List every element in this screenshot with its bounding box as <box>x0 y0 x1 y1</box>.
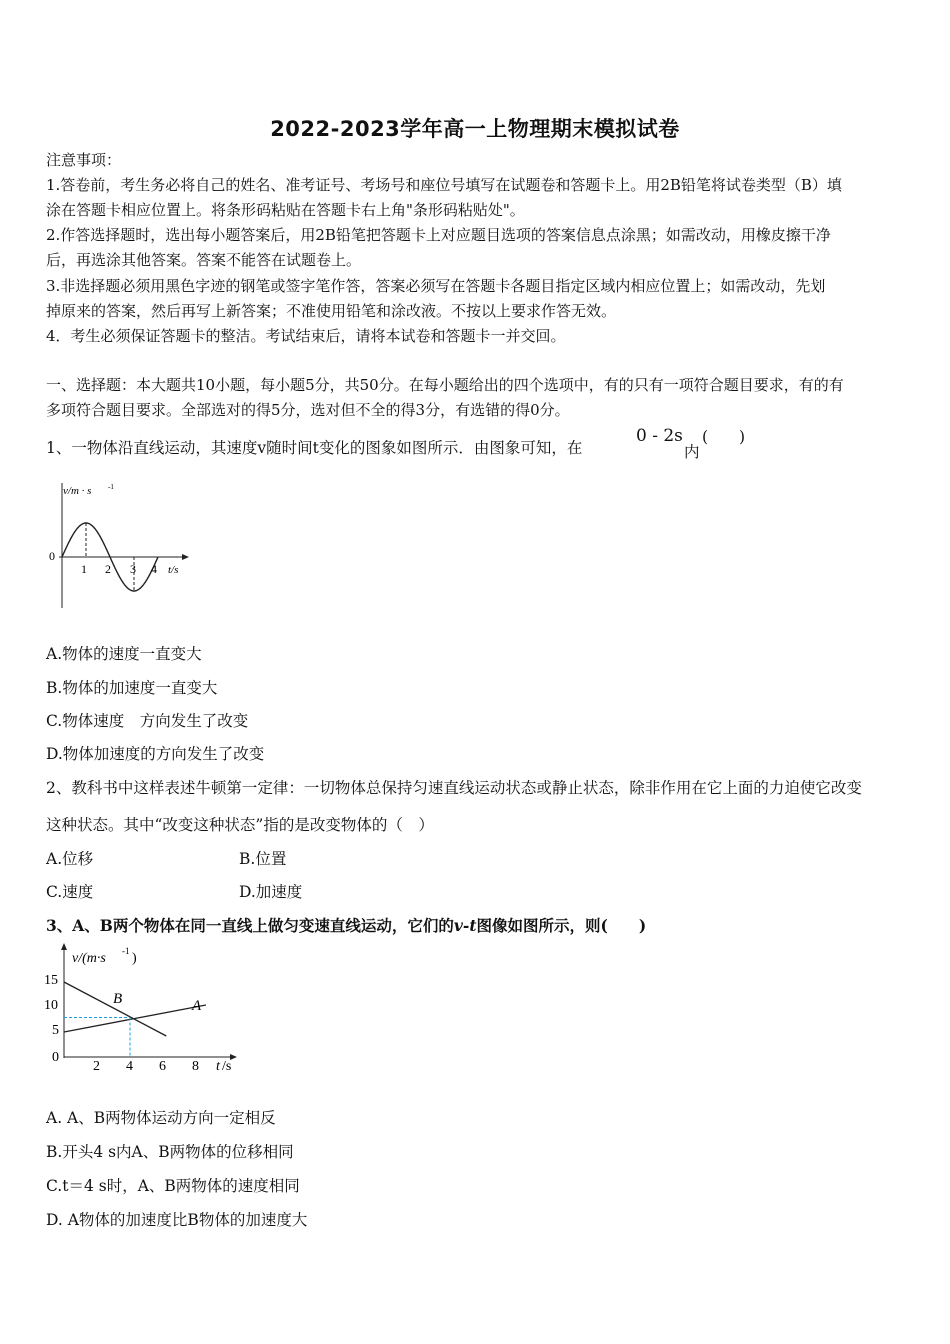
q3-ytick-15: 15 <box>44 973 58 988</box>
q1-option-d: D.物体加速度的方向发生了改变 <box>46 745 265 763</box>
q1-ylabel: v/m · s <box>63 485 92 497</box>
section-heading: 一、选择题：本大题共10小题，每小题5分，共50分。在每小题给出的四个选项中，有的只有一项符合题目要求，有的有 <box>46 376 844 394</box>
q3-stem <box>46 914 646 936</box>
q3-xtick-2: 2 <box>93 1059 100 1074</box>
q3-ytick-10: 10 <box>44 998 58 1013</box>
q1-paren: ( ) <box>702 428 746 446</box>
q3-vt-graph <box>40 940 245 1075</box>
q1-tick-1: 1 <box>81 562 87 576</box>
q1-tail: 内 <box>684 443 700 461</box>
notice-line: 掉原来的答案，然后再写上新答案；不准使用铅笔和涂改液。不按以上要求作答无效。 <box>46 302 617 320</box>
q1-option-c: C.物体速度 方向发生了改变 <box>46 712 249 730</box>
q3-xtick-4: 4 <box>126 1059 133 1074</box>
notice-line: 后，再选涂其他答案。答案不能答在试题卷上。 <box>46 251 362 269</box>
notice-line: 1.答卷前，考生务必将自己的姓名、准考证号、考场号和座位号填写在试题卷和答题卡上。用2B铅笔将试卷类型（B）填 <box>46 176 842 194</box>
q3-xlabel-t: t <box>216 1059 220 1074</box>
q3-ylabel-end: ) <box>132 951 137 966</box>
q3-option-a: A. A、B两物体运动方向一定相反 <box>46 1109 276 1127</box>
q3-option-c: C.t＝4 s时，A、B两物体的速度相同 <box>46 1177 300 1195</box>
q3-option-d: D. A物体的加速度比B物体的加速度大 <box>46 1211 308 1229</box>
q3-stem-a: 3、A、B两个物体在同一直线上做匀变速直线运动，它们的 <box>46 916 454 935</box>
notice-line: 4．考生必须保证答题卡的整洁。考试结束后，请将本试卷和答题卡一并交回。 <box>46 327 566 345</box>
q3-line-a <box>64 1005 206 1032</box>
notice-heading: 注意事项： <box>46 151 122 169</box>
q1-option-a: A.物体的速度一直变大 <box>46 645 202 663</box>
q1-tick-4: 4 <box>151 562 157 576</box>
q3-stem-b: 图像如图所示，则( ) <box>476 916 647 935</box>
q3-ytick-5: 5 <box>52 1023 59 1038</box>
q3-ytick-0: 0 <box>52 1050 59 1065</box>
q1-x-arrow <box>182 554 189 560</box>
q1-option-b: B.物体的加速度一直变大 <box>46 679 218 697</box>
q2-option-d: D.加速度 <box>239 883 303 901</box>
q1-math: 0 - 2s <box>636 426 683 446</box>
q3-ylabel-sup: -1 <box>122 946 130 956</box>
page-title: 2022-2023学年高一上物理期末模拟试卷 <box>270 117 680 141</box>
notice-line: 涂在答题卡相应位置上。将条形码粘贴在答题卡右上角"条形码粘贴处"。 <box>46 201 525 219</box>
q2-option-b: B.位置 <box>239 850 287 868</box>
q3-xtick-6: 6 <box>159 1059 166 1074</box>
q3-label-b: B <box>113 991 123 1007</box>
q3-ylabel <box>72 951 106 966</box>
q3-label-a: A <box>192 998 202 1014</box>
q3-stem-vt: v-t <box>453 916 477 935</box>
q2-option-a: A.位移 <box>46 850 94 868</box>
q3-xtick-8: 8 <box>192 1059 199 1074</box>
q2-option-c: C.速度 <box>46 883 94 901</box>
notice-line: 3.非选择题必须用黑色字迹的钢笔或签字笔作答，答案必须写在答题卡各题目指定区域内相应位置上；如需改动，先划 <box>46 277 826 295</box>
q3-y-arrow <box>61 943 67 950</box>
section-heading-cont: 多项符合题目要求。全部选对的得5分，选对但不全的得3分，有选错的得0分。 <box>46 401 570 419</box>
q1-ylabel-sup: -1 <box>108 483 114 491</box>
notice-line: 2.作答选择题时，选出每小题答案后，用2B铅笔把答题卡上对应题目选项的答案信息点涂黑；如需改动，用橡皮擦干净 <box>46 226 831 244</box>
q2-stem-cont: 这种状态。其中“改变这种状态”指的是改变物体的（ ） <box>46 816 434 834</box>
q3-option-b: B.开头4 s内A、B两物体的位移相同 <box>46 1143 294 1161</box>
q1-tick-2: 2 <box>105 562 111 576</box>
q3-ylabel-text: v/(m·s <box>72 951 106 966</box>
q1-vt-graph <box>44 478 194 613</box>
q1-origin: 0 <box>49 549 55 563</box>
q3-xlabel-unit: /s <box>222 1059 232 1074</box>
q1-stem-text: 1、一物体沿直线运动，其速度v随时间t变化的图象如图所示．由图象可知，在 <box>46 439 583 457</box>
q1-tick-3: 3 <box>130 562 136 576</box>
q1-xlabel: t/s <box>168 564 179 576</box>
q2-stem: 2、教科书中这样表述牛顿第一定律：一切物体总保持匀速直线运动状态或静止状态，除非作用在它上面的力迫使它改变 <box>46 779 862 797</box>
q1-stem <box>46 436 582 458</box>
